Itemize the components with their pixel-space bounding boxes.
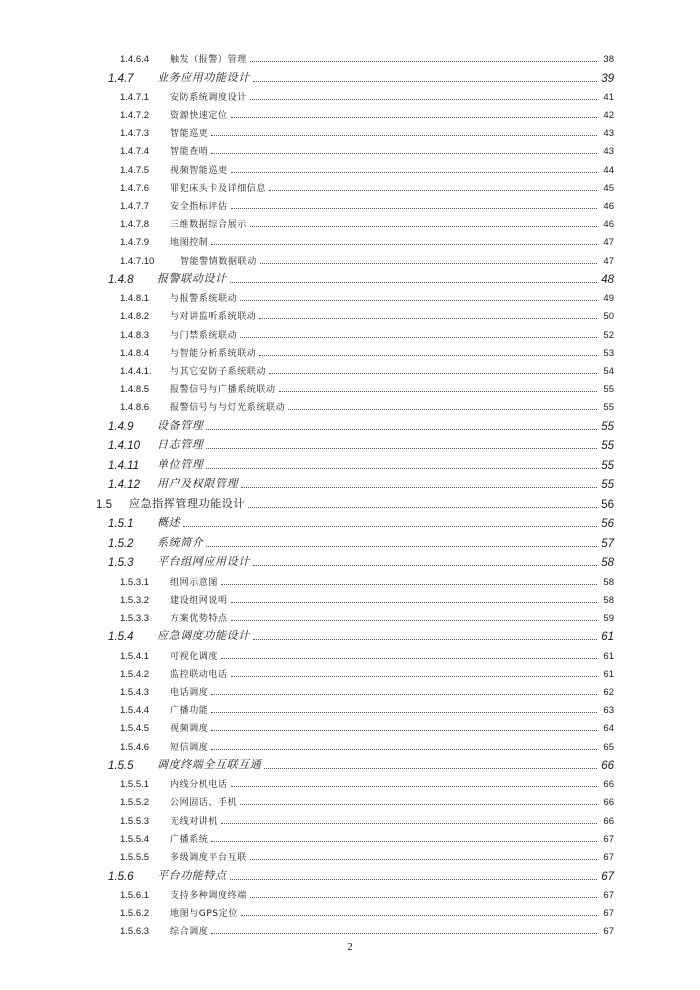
toc-entry-title: 应急指挥管理功能设计 [129, 496, 245, 510]
toc-entry-number: 1.5.5.2 [120, 797, 150, 809]
toc-entry-title: 触发（报警）管理 [170, 55, 247, 66]
toc-entry-title: 多级调度平台互联 [170, 853, 247, 863]
toc-entry[interactable] [0, 606, 700, 624]
dot-leader [250, 99, 597, 100]
toc-entry-title: 与对讲监听系统联动 [170, 312, 257, 323]
dot-leader [240, 804, 597, 805]
toc-entry-number: 1.4.7.4 [120, 146, 150, 158]
toc-entry[interactable] [0, 734, 700, 752]
toc-entry[interactable] [0, 47, 700, 65]
dot-leader [211, 730, 597, 731]
dot-leader [231, 208, 597, 209]
toc-entry-title: 方案优势特点 [170, 613, 228, 624]
toc-entry-page: 57 [601, 537, 614, 550]
toc-entry[interactable] [0, 845, 700, 863]
toc-entry-number: 1.5.6.3 [120, 926, 150, 938]
dot-leader [250, 897, 597, 898]
toc-entry[interactable] [0, 901, 700, 919]
dot-leader [240, 337, 597, 338]
toc-entry-page: 59 [603, 612, 614, 624]
toc-entry[interactable] [0, 550, 700, 570]
toc-entry-page: 46 [603, 219, 614, 231]
toc-entry[interactable] [0, 772, 700, 790]
toc-entry-number: 1.5.6.1 [120, 889, 150, 901]
toc-entry-number: 1.5 [96, 498, 112, 511]
toc-entry-page: 41 [603, 91, 614, 103]
toc-entry[interactable] [0, 491, 700, 511]
toc-entry-page: 66 [603, 815, 614, 827]
toc-entry-title: 平台功能特点 [157, 868, 227, 882]
toc-entry-page: 43 [603, 128, 614, 140]
toc-entry-number: 1.5.3 [108, 557, 134, 570]
toc-entry-page: 58 [603, 576, 614, 588]
toc-entry[interactable] [0, 85, 700, 103]
toc-entry-title: 无线对讲机 [170, 816, 219, 827]
toc-entry-title: 安全指标评估 [170, 202, 228, 212]
toc-entry-title: 地图与GPS定位 [170, 908, 238, 919]
toc-entry-number: 1.4.8.3 [120, 329, 150, 341]
toc-entry[interactable] [0, 698, 700, 716]
toc-entry-number: 1.5.6 [108, 870, 134, 883]
toc-entry-title: 智能警情数据联动 [180, 256, 257, 267]
toc-entry-page: 61 [603, 668, 614, 680]
toc-entry-number: 1.4.7.2 [120, 110, 150, 122]
toc-entry-title: 罪犯床头卡及详细信息 [170, 183, 267, 194]
toc-entry-page: 55 [601, 420, 614, 433]
dot-leader [211, 135, 597, 136]
toc-entry-title: 组网示意图 [170, 577, 219, 588]
toc-entry-page: 58 [601, 557, 614, 570]
toc-entry[interactable] [0, 139, 700, 157]
dot-leader [240, 300, 597, 301]
toc-entry-page: 61 [603, 650, 614, 662]
toc-entry-title: 与报警系统联动 [170, 294, 238, 305]
dot-leader [206, 429, 597, 430]
toc-entry[interactable] [0, 413, 700, 433]
toc-entry-number: 1.4.7.8 [120, 219, 150, 231]
toc-entry-number: 1.4.7.7 [120, 201, 150, 212]
toc-entry-title: 调度终端全互联互通 [157, 758, 262, 772]
toc-entry-page: 55 [603, 402, 614, 414]
toc-entry-title: 业务应用功能设计 [157, 70, 250, 84]
toc-entry-page: 48 [601, 274, 614, 287]
dot-leader [231, 602, 597, 603]
toc-entry-title: 用户及权限管理 [157, 477, 239, 491]
dot-leader [279, 391, 597, 392]
toc-entry-title: 建设组网说明 [170, 595, 228, 606]
toc-entry-number: 1.4.7.6 [120, 182, 150, 194]
toc-entry[interactable] [0, 808, 700, 826]
toc-entry[interactable] [0, 194, 700, 212]
table-of-contents [0, 47, 700, 937]
toc-entry-title: 概述 [157, 516, 181, 530]
toc-entry[interactable] [0, 883, 700, 901]
toc-entry-title: 与智能分析系统联动 [170, 348, 257, 359]
toc-entry-page: 53 [603, 347, 614, 359]
toc-entry-number: 1.5.5 [108, 760, 134, 773]
toc-entry[interactable] [0, 569, 700, 587]
toc-entry-number: 1.4.8.5 [120, 384, 150, 396]
toc-entry-title: 地图控制 [170, 238, 209, 249]
toc-entry-page: 42 [603, 110, 614, 122]
dot-leader [250, 226, 597, 227]
toc-entry-number: 1.4.12 [108, 479, 140, 492]
toc-entry-number: 1.5.4 [108, 631, 134, 644]
toc-entry-page: 64 [603, 723, 614, 735]
toc-entry-title: 智能查哨 [170, 147, 209, 158]
dot-leader [253, 639, 597, 640]
dot-leader [231, 117, 597, 118]
toc-entry-page: 55 [601, 459, 614, 472]
toc-entry-title: 报警信号与与灯光系统联动 [170, 403, 286, 414]
toc-entry-page: 67 [603, 926, 614, 938]
toc-entry-number: 1.5.4.3 [120, 687, 150, 698]
dot-leader [211, 244, 597, 245]
toc-entry-title: 广播系统 [170, 834, 209, 845]
toc-entry-title: 报警信号与广播系统联动 [170, 385, 276, 396]
toc-entry-number: 1.5.2 [108, 537, 134, 550]
toc-entry-title: 视频智能巡更 [170, 165, 228, 176]
toc-entry-number: 1.5.5.4 [120, 833, 150, 845]
toc-entry-number: 1.5.4.4 [120, 705, 150, 717]
toc-entry-number: 1.4.8.1 [120, 293, 150, 305]
toc-entry-page: 66 [603, 797, 614, 809]
toc-entry-page: 52 [603, 329, 614, 341]
toc-entry[interactable] [0, 157, 700, 175]
toc-entry-title: 三维数据综合展示 [170, 220, 247, 231]
toc-entry-page: 54 [603, 366, 614, 377]
toc-entry-page: 43 [603, 146, 614, 158]
toc-entry-title: 平台组网应用设计 [157, 555, 250, 569]
toc-entry-number: 1.5.5.5 [120, 852, 150, 863]
dot-leader [230, 879, 597, 880]
dot-leader [231, 676, 597, 677]
dot-leader [253, 565, 597, 566]
toc-entry[interactable] [0, 863, 700, 883]
toc-entry-number: 1.5.5.1 [120, 779, 150, 791]
toc-entry[interactable] [0, 359, 700, 377]
toc-entry-page: 56 [601, 498, 614, 511]
toc-entry-page: 47 [603, 237, 614, 249]
dot-leader [221, 658, 597, 659]
dot-leader [269, 373, 597, 374]
toc-entry-number: 1.4.7.1 [120, 91, 150, 103]
toc-entry-number: 1.5.3.1 [120, 576, 150, 588]
toc-entry-title: 安防系统调度设计 [170, 92, 247, 103]
toc-entry-title: 视频调度 [170, 724, 209, 735]
dot-leader [259, 355, 597, 356]
toc-entry-page: 38 [603, 54, 614, 66]
toc-entry-page: 45 [603, 182, 614, 194]
dot-leader [250, 61, 597, 62]
toc-entry-page: 65 [603, 741, 614, 753]
toc-entry[interactable] [0, 176, 700, 194]
toc-entry-title: 设备管理 [157, 418, 204, 432]
toc-entry[interactable] [0, 511, 700, 531]
toc-entry-page: 46 [603, 201, 614, 212]
toc-entry-page: 67 [603, 889, 614, 901]
dot-leader [206, 546, 597, 547]
toc-entry-title: 智能巡更 [170, 129, 209, 140]
toc-entry[interactable] [0, 919, 700, 937]
toc-entry[interactable] [0, 341, 700, 359]
toc-entry-number: 1.4.4.1. [120, 366, 152, 377]
toc-entry-number: 1.4.8.4 [120, 347, 150, 359]
toc-entry-number: 1.4.6.4 [120, 54, 150, 66]
toc-entry[interactable] [0, 643, 700, 661]
toc-entry[interactable] [0, 680, 700, 698]
toc-entry[interactable] [0, 377, 700, 395]
dot-leader [231, 786, 597, 787]
toc-entry-page: 55 [601, 479, 614, 492]
toc-entry-page: 56 [601, 518, 614, 531]
dot-leader [221, 823, 597, 824]
toc-entry-number: 1.5.3.3 [120, 612, 150, 624]
toc-entry-page: 50 [603, 311, 614, 323]
toc-entry-page: 62 [603, 687, 614, 698]
dot-leader [248, 507, 597, 508]
dot-leader [241, 487, 597, 488]
dot-leader [253, 81, 597, 82]
toc-entry-number: 1.4.11 [108, 459, 140, 472]
toc-entry-page: 67 [603, 833, 614, 845]
dot-leader [211, 712, 597, 713]
toc-entry-title: 系统简介 [157, 535, 204, 549]
toc-entry-title: 监控联动电话 [170, 669, 228, 680]
toc-entry[interactable] [0, 662, 700, 680]
toc-entry-number: 1.5.1 [108, 518, 134, 531]
dot-leader [260, 263, 597, 264]
toc-entry[interactable] [0, 322, 700, 340]
toc-entry-number: 1.4.7.5 [120, 164, 150, 176]
toc-entry[interactable] [0, 103, 700, 121]
toc-entry[interactable] [0, 230, 700, 248]
page-number: 2 [347, 941, 353, 953]
toc-entry[interactable] [0, 790, 700, 808]
toc-entry-number: 1.4.7.9 [120, 237, 150, 249]
toc-entry[interactable] [0, 624, 700, 644]
dot-leader [230, 282, 597, 283]
toc-entry-page: 66 [601, 760, 614, 773]
toc-entry-number: 1.5.4.1 [120, 650, 150, 662]
toc-entry[interactable] [0, 286, 700, 304]
toc-entry[interactable] [0, 433, 700, 453]
toc-entry[interactable] [0, 472, 700, 492]
dot-leader [211, 841, 597, 842]
dot-leader [206, 468, 597, 469]
dot-leader [231, 172, 597, 173]
dot-leader [241, 915, 597, 916]
toc-entry-page: 49 [603, 293, 614, 305]
toc-entry[interactable] [0, 395, 700, 413]
dot-leader [183, 526, 597, 527]
toc-entry-number: 1.4.8 [108, 274, 134, 287]
toc-entry[interactable] [0, 304, 700, 322]
dot-leader [221, 584, 597, 585]
toc-entry[interactable] [0, 212, 700, 230]
toc-entry-title: 单位管理 [157, 457, 204, 471]
toc-entry-number: 1.5.5.3 [120, 815, 150, 827]
toc-entry-page: 44 [603, 164, 614, 176]
toc-entry-title: 支持多种调度终端 [170, 890, 247, 901]
toc-entry[interactable] [0, 716, 700, 734]
dot-leader [259, 318, 597, 319]
dot-leader [231, 620, 597, 621]
toc-entry[interactable] [0, 530, 700, 550]
toc-entry-title: 与其它安防子系统联动 [170, 367, 267, 377]
toc-entry-number: 1.4.8.6 [120, 402, 150, 414]
toc-entry-title: 日志管理 [157, 438, 204, 452]
dot-leader [211, 933, 597, 934]
toc-entry[interactable] [0, 121, 700, 139]
toc-entry-page: 67 [603, 852, 614, 863]
dot-leader [250, 859, 597, 860]
toc-entry-title: 电话调度 [170, 688, 209, 698]
toc-entry-page: 39 [601, 72, 614, 85]
toc-entry-page: 61 [601, 631, 614, 644]
toc-entry-page: 47 [603, 255, 614, 267]
toc-entry-number: 1.5.3.2 [120, 594, 150, 606]
dot-leader [206, 448, 597, 449]
toc-entry-page: 63 [603, 705, 614, 717]
toc-entry-number: 1.5.4.6 [120, 741, 150, 753]
toc-entry-title: 内线分机电话 [170, 780, 228, 791]
toc-entry-title: 公网固话、手机 [170, 798, 238, 809]
toc-entry-page: 58 [603, 594, 614, 606]
toc-entry-page: 55 [601, 440, 614, 453]
toc-entry[interactable] [0, 65, 700, 85]
toc-entry-number: 1.4.10 [108, 440, 140, 453]
toc-entry-title: 可视化调度 [170, 651, 219, 662]
toc-entry-page: 67 [603, 907, 614, 919]
toc-entry-title: 与门禁系统联动 [170, 330, 238, 341]
dot-leader [211, 694, 597, 695]
toc-entry-number: 1.4.7.10 [120, 255, 155, 267]
toc-entry[interactable] [0, 827, 700, 845]
toc-entry-number: 1.4.7.3 [120, 128, 150, 140]
toc-entry-page: 66 [603, 779, 614, 791]
toc-entry-number: 1.5.6.2 [120, 907, 150, 919]
toc-entry-title: 应急调度功能设计 [157, 629, 250, 643]
toc-entry-number: 1.4.7 [108, 72, 134, 85]
dot-leader [264, 768, 597, 769]
toc-entry-number: 1.4.8.2 [120, 311, 150, 323]
toc-entry-title: 综合调度 [170, 927, 209, 938]
toc-entry-title: 资源快速定位 [170, 111, 228, 122]
toc-entry-number: 1.4.9 [108, 420, 134, 433]
toc-entry-title: 报警联动设计 [157, 272, 227, 286]
toc-entry[interactable] [0, 588, 700, 606]
toc-entry[interactable] [0, 452, 700, 472]
toc-entry-page: 67 [601, 870, 614, 883]
dot-leader [211, 153, 597, 154]
dot-leader [288, 409, 597, 410]
toc-entry-title: 短信调度 [170, 742, 209, 753]
dot-leader [269, 190, 597, 191]
toc-entry-title: 广播功能 [170, 706, 209, 717]
toc-entry-number: 1.5.4.2 [120, 668, 150, 680]
toc-entry-page: 55 [603, 384, 614, 396]
dot-leader [211, 749, 597, 750]
toc-entry[interactable] [0, 248, 700, 266]
toc-entry-number: 1.5.4.5 [120, 723, 150, 735]
toc-entry[interactable] [0, 267, 700, 287]
toc-entry[interactable] [0, 753, 700, 773]
